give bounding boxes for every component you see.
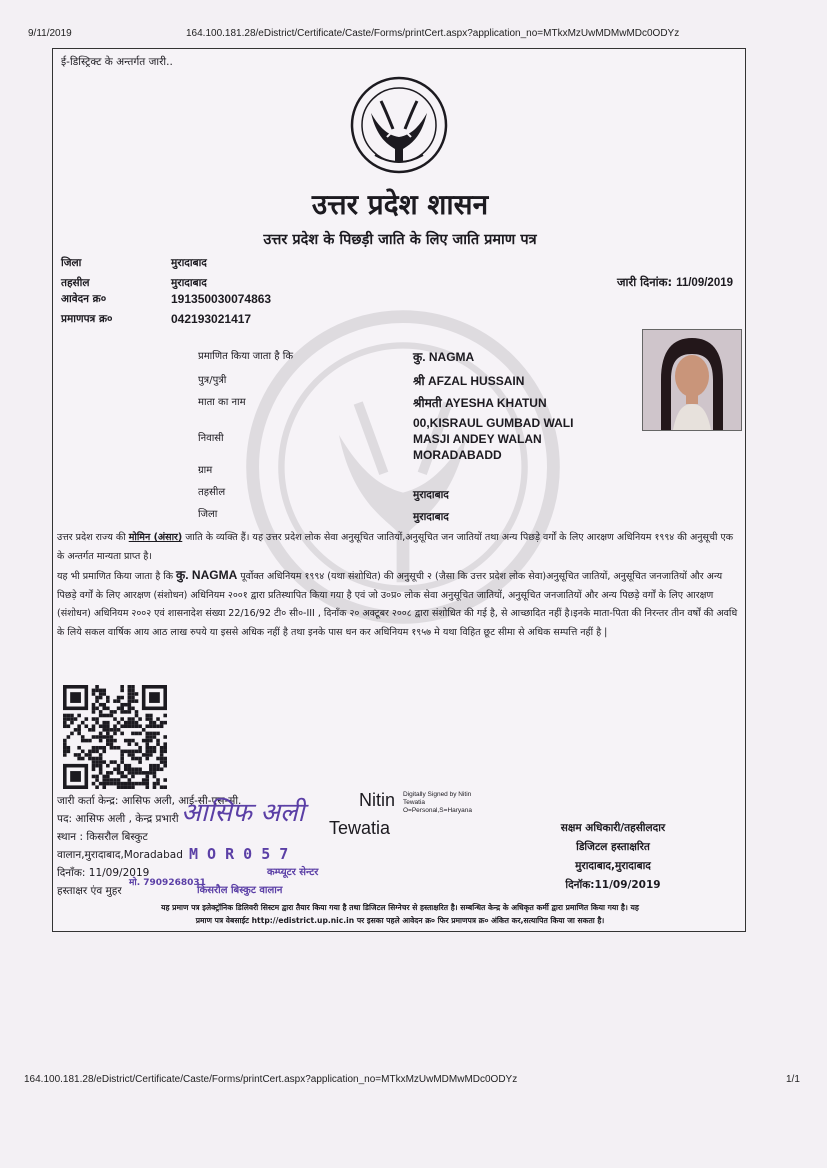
mother-label: माता का नाम [198,397,246,408]
district-value: मुरादाबाद [171,257,207,269]
issue-date [617,274,733,291]
certified-label: प्रमाणित किया जाता है कि [198,351,294,362]
residence-line-2: MASJI ANDEY WALAN [413,432,542,446]
digital-signer-surname: Tewatia [329,818,391,838]
footer-page-number: 1/1 [786,1074,800,1085]
issuer-center: जारी कर्ता केन्द्र: आसिफ अली, आई-सी-एस-सी. [57,795,242,807]
authority-digital: डिजिटल हस्ताक्षरित [576,841,650,853]
district-label: जिला [61,257,82,269]
applicant-photo-image [643,330,741,430]
parent-name: श्री AFZAL HUSSAIN [413,374,525,388]
digital-signature-meta: Digitally Signed by Nitin Tewatia O=Personal,S=Haryana [403,791,473,814]
tehsil-value: मुरादाबाद [171,277,207,289]
authority-location: मुरादाबाद,मुरादाबाद [575,860,651,872]
authority-title: सक्षम अधिकारी/तहसीलदार [560,822,666,834]
residence-label: निवासी [198,433,224,444]
issuer-place: स्थान : किसरौल बिस्कुट [57,831,148,843]
issuer-sign-label: हस्ताक्षर एंव मुहर [57,885,122,897]
issuer-date: दिनाँक: 11/09/2019 [57,867,150,879]
field-tehsil-value: मुरादाबाद [413,489,449,501]
field-district-label: जिला [198,509,218,520]
stamp-line-a: कम्प्यूटर सेन्टर [267,867,319,878]
qr-code-icon [63,685,167,789]
center-stamp [111,781,371,901]
body-applicant-name: कु. NAGMA [176,568,238,583]
tehsil-label: तहसील [61,277,90,289]
digital-signer-name: Nitin [359,790,396,810]
body-paragraph-1: उत्तर प्रदेश राज्य की मोमिन (अंसार) जाति के व्यक्ति हैं। यह उत्तर प्रदेश लोक सेवा अनुसूचित जातियों,अनुसूचित जन जातियों तथा अन्य पिछड़े वर्गों के लिए आरक्षण अधिनियम १९९४ की अनुसूची एक के अन्तर्गत मान्यता प्राप्त है। [57,532,734,562]
application-no-value: 191350030074863 [171,292,272,306]
residence-line-3: MORADABADD [413,448,502,462]
certificate-no-label: प्रमाणपत्र क्र० [61,313,113,325]
parent-label: पुत्र/पुत्री [198,375,227,386]
certificate [52,48,746,932]
up-emblem-icon [349,75,449,175]
stamp-line-b: किसरौल बिस्कुट वालान [197,885,283,896]
residence-line-1: 00,KISRAUL GUMBAD WALI [413,416,574,430]
authority-date: दिनॉक:11/09/2019 [565,879,661,891]
print-url: 164.100.181.28/eDistrict/Certificate/Caste/Forms/printCert.aspx?application_no=MTkxMzUwMDMwMDc0ODYz [186,28,680,39]
certified-name: कु. NAGMA [413,350,475,364]
issuer-place-2: वालान,मुरादाबाद,Moradabad [57,849,183,861]
stamp-line-c: मो. 7909268031 [129,878,206,888]
certificate-disclaimer: यह प्रमाण पत्र इलेक्ट्रॉनिक डिलिवरी सिस्टम द्वारा तैयार किया गया है तथा डिजिटल सिग्नेचर से हस्ताक्षरित है। सम्बन्धित केन्द्र के अधिकृत कर्मी द्वारा प्रमाणित किया गया है। यह प्रमाण पत्र वेबसाईट http://edistrict.up.nic.in पर इसका पहले आवेदन क्र० फिर प्रमाणपत्र क्र० अंकित कर,सत्यापित किया जा सकता है। [161,903,639,925]
caste-name: मोमिन (अंसार) [128,532,183,543]
print-date: 9/11/2019 [28,28,72,39]
certificate-subtitle: उत्तर प्रदेश के पिछड़ी जाति के लिए जाति प्रमाण पत्र [263,231,537,248]
footer-url: 164.100.181.28/eDistrict/Certificate/Caste/Forms/printCert.aspx?application_no=MTkxMzUwMDMwMDc0ODYz [24,1074,518,1085]
applicant-photo [642,329,742,431]
stamp-code: M O R 0 5 7 [189,845,289,863]
body-paragraph-2: यह भी प्रमाणित किया जाता है कि कु. NAGMA पूर्वोक्त अधिनियम १९९४ (यथा संशोधित) की अनुसूची २ (जैसा कि उत्तर प्रदेश लोक सेवा)अनुसूचित जातियों, अनुसूचित जनजातियों और अन्य पिछड़े वर्गों के लिए आरक्षण (संशोधन) अधिनियम २००१ द्वारा प्रतिस्थापित किया गया है एवं जो उ०प्र० लोक सेवा अनुसूचित जातियों, अनुसूचित जनजातियों और अन्य पिछड़े वर्गों के लिए आरक्षण (संशोधन) अधिनियम २००२ एवं शासनादेश संख्या 22/16/92 टी० सी०-III , दिनाँक २० अक्टूबर २००८ द्वारा संशोधित की गई है, से आच्छादित नहीं है।इनके माता-पिता की निरन्तर तीन वर्षों की अवधि के लिये सकल वार्षिक आय आठ लाख रुपये या इससे अधिक नहीं है तथा इनके पास धन कर अधिनियम १९५७ मे यथा विहित छूट सीमा से अधिक सम्पत्ति नहीं है | [57,568,738,638]
certificate-body [57,529,741,643]
mother-name: श्रीमती AYESHA KHATUN [413,396,547,410]
certificate-title: उत्तर प्रदेश शासन [311,188,489,221]
stamp-signature: आसिफ अली [181,798,305,828]
issue-date-label: जारी दिनांक: [616,275,673,289]
village-label: ग्राम [198,465,213,476]
issue-date-value: 11/09/2019 [676,277,733,289]
issuer-designation: पद: आसिफ अली , केन्द्र प्रभारी [57,813,179,825]
header-note: ई-डिस्ट्रिक्ट के अन्तर्गत जारी.. [61,56,173,68]
field-district-value: मुरादाबाद [413,511,449,523]
certificate-no-value: 042193021417 [171,312,252,326]
field-tehsil-label: तहसील [198,487,226,498]
application-no-label: आवेदन क्र० [61,293,107,305]
